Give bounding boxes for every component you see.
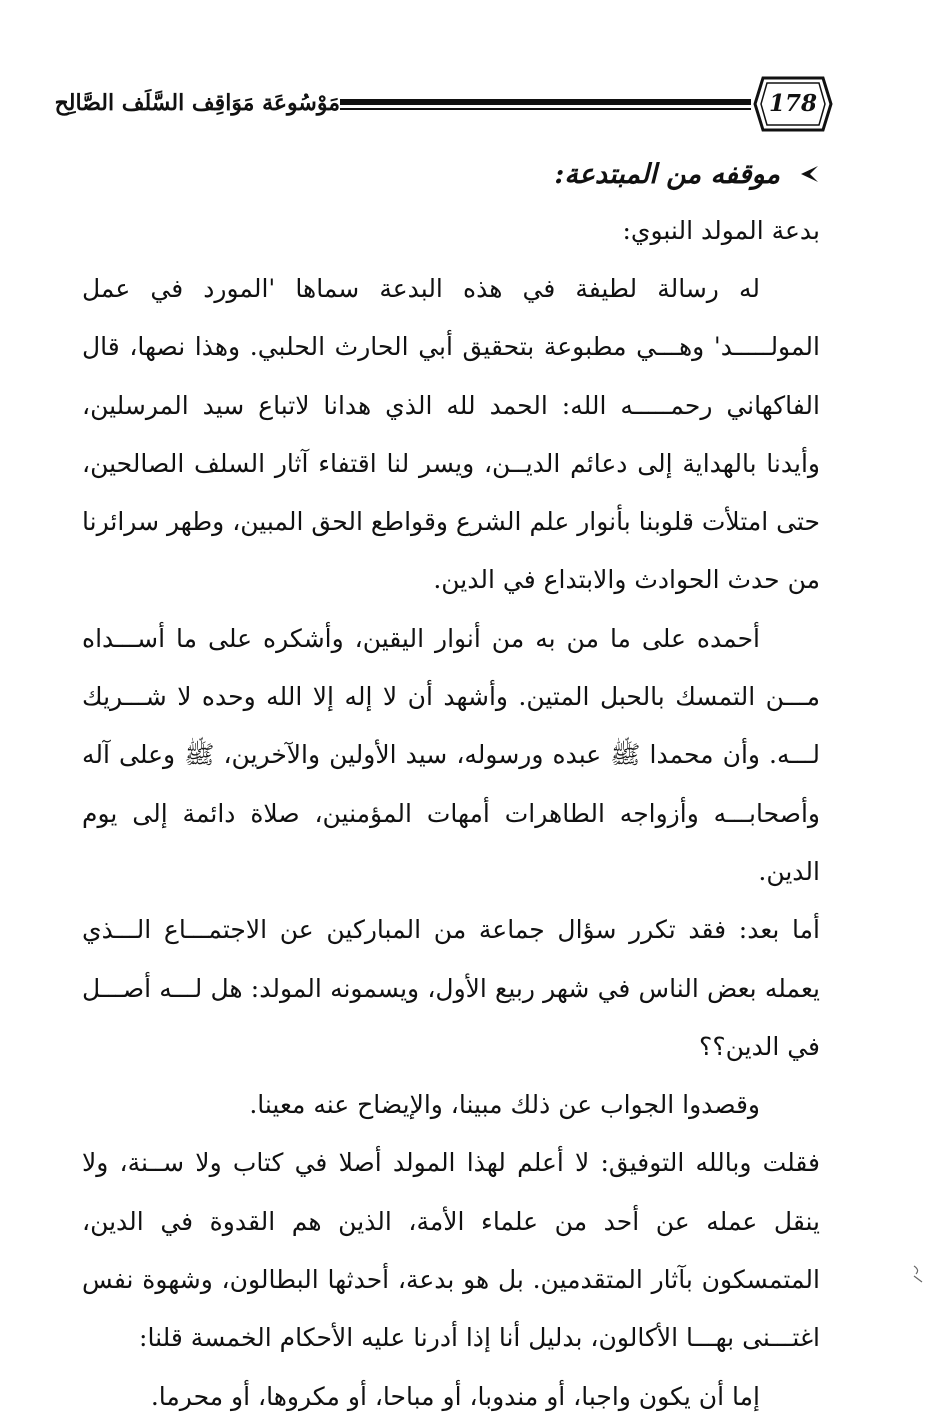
page-header <box>54 74 833 134</box>
paragraph-1: له رسالة لطيفة في هذه البدعة سماها 'المورد في عمل المولـــــد' وهـــي مطبوعة بتحقيق أبي الحارث الحلبي. وهذا نصها، قال الفاكهاني رحمـــــه الله: الحمد لله الذي هدانا لاتباع سيد المرسلين، وأيدنا بالهداية إلى دعائم الديــن، ويسر لنا اقتفاء آثار السلف الصالحين، حتى امتلأت قلوبنا بأنوار علم الشرع وقواطع الحق المبين، وطهر سرائرنا من حدث الحوادث والابتداع في الدين. <box>82 274 820 595</box>
paragraph-2: أحمده على ما من به من أنوار اليقين، وأشكره على ما أســـداه مـــن التمسك بالحبل المتين. وأشهد أن لا إله إلا الله وحده لا شـــريك لـــه. وأن محمدا ﷺ عبده ورسوله، سيد الأولين والآخرين، ﷺ وعلى آله وأصحابـــه وأزواجه الطاهرات أمهات المؤمنين، صلاة دائمة إلى يوم الدين. <box>82 623 820 886</box>
paragraph-4: وقصدوا الجواب عن ذلك مبينا، والإيضاح عنه معينا. <box>249 1090 760 1120</box>
section-heading-text: موقفه من المبتدعة: <box>554 158 780 190</box>
paragraph-5: فقلت وبالله التوفيق: لا أعلم لهذا المولد أصلا في كتاب ولا ســنة، ولا ينقل عمله عن أحد من علماء الأمة، الذين هم القدوة في الدين، المتمسكون بآثار المتقدمين. بل هو بدعة، أحدثها البطالون، وشهوة نفس اغتـــنى بهـــا الأكالون، بدليل أنا إذا أدرنا عليه الأحكام الخمسة قلنا: <box>82 1148 820 1353</box>
paragraph-6: إما أن يكون واجبا، أو مندوبا، أو مباحا، أو مكروها، أو محرما. <box>150 1381 760 1411</box>
header-rule <box>340 99 751 110</box>
page-number-badge <box>753 74 833 134</box>
header-rule-thick <box>340 99 751 105</box>
page-number: 178 <box>768 90 817 117</box>
paragraph-3: أما بعد: فقد تكرر سؤال جماعة من المباركين عن الاجتمـــاع الـــذي يعمله بعض الناس في شهر ربيع الأول، ويسمونه المولد: هل لـــه أصـــل في الدين؟؟ <box>82 915 820 1061</box>
sub-heading: بدعة المولد النبوي: <box>622 216 820 245</box>
series-title: مَوْسُوعَة مَوَاقِف السَّلَف الصَّالِح <box>54 90 340 116</box>
arrow-left-icon <box>798 163 820 185</box>
page-content <box>82 146 820 1426</box>
header-rule-thin <box>340 108 751 110</box>
margin-mark-icon <box>911 1262 925 1286</box>
section-heading <box>82 146 820 202</box>
